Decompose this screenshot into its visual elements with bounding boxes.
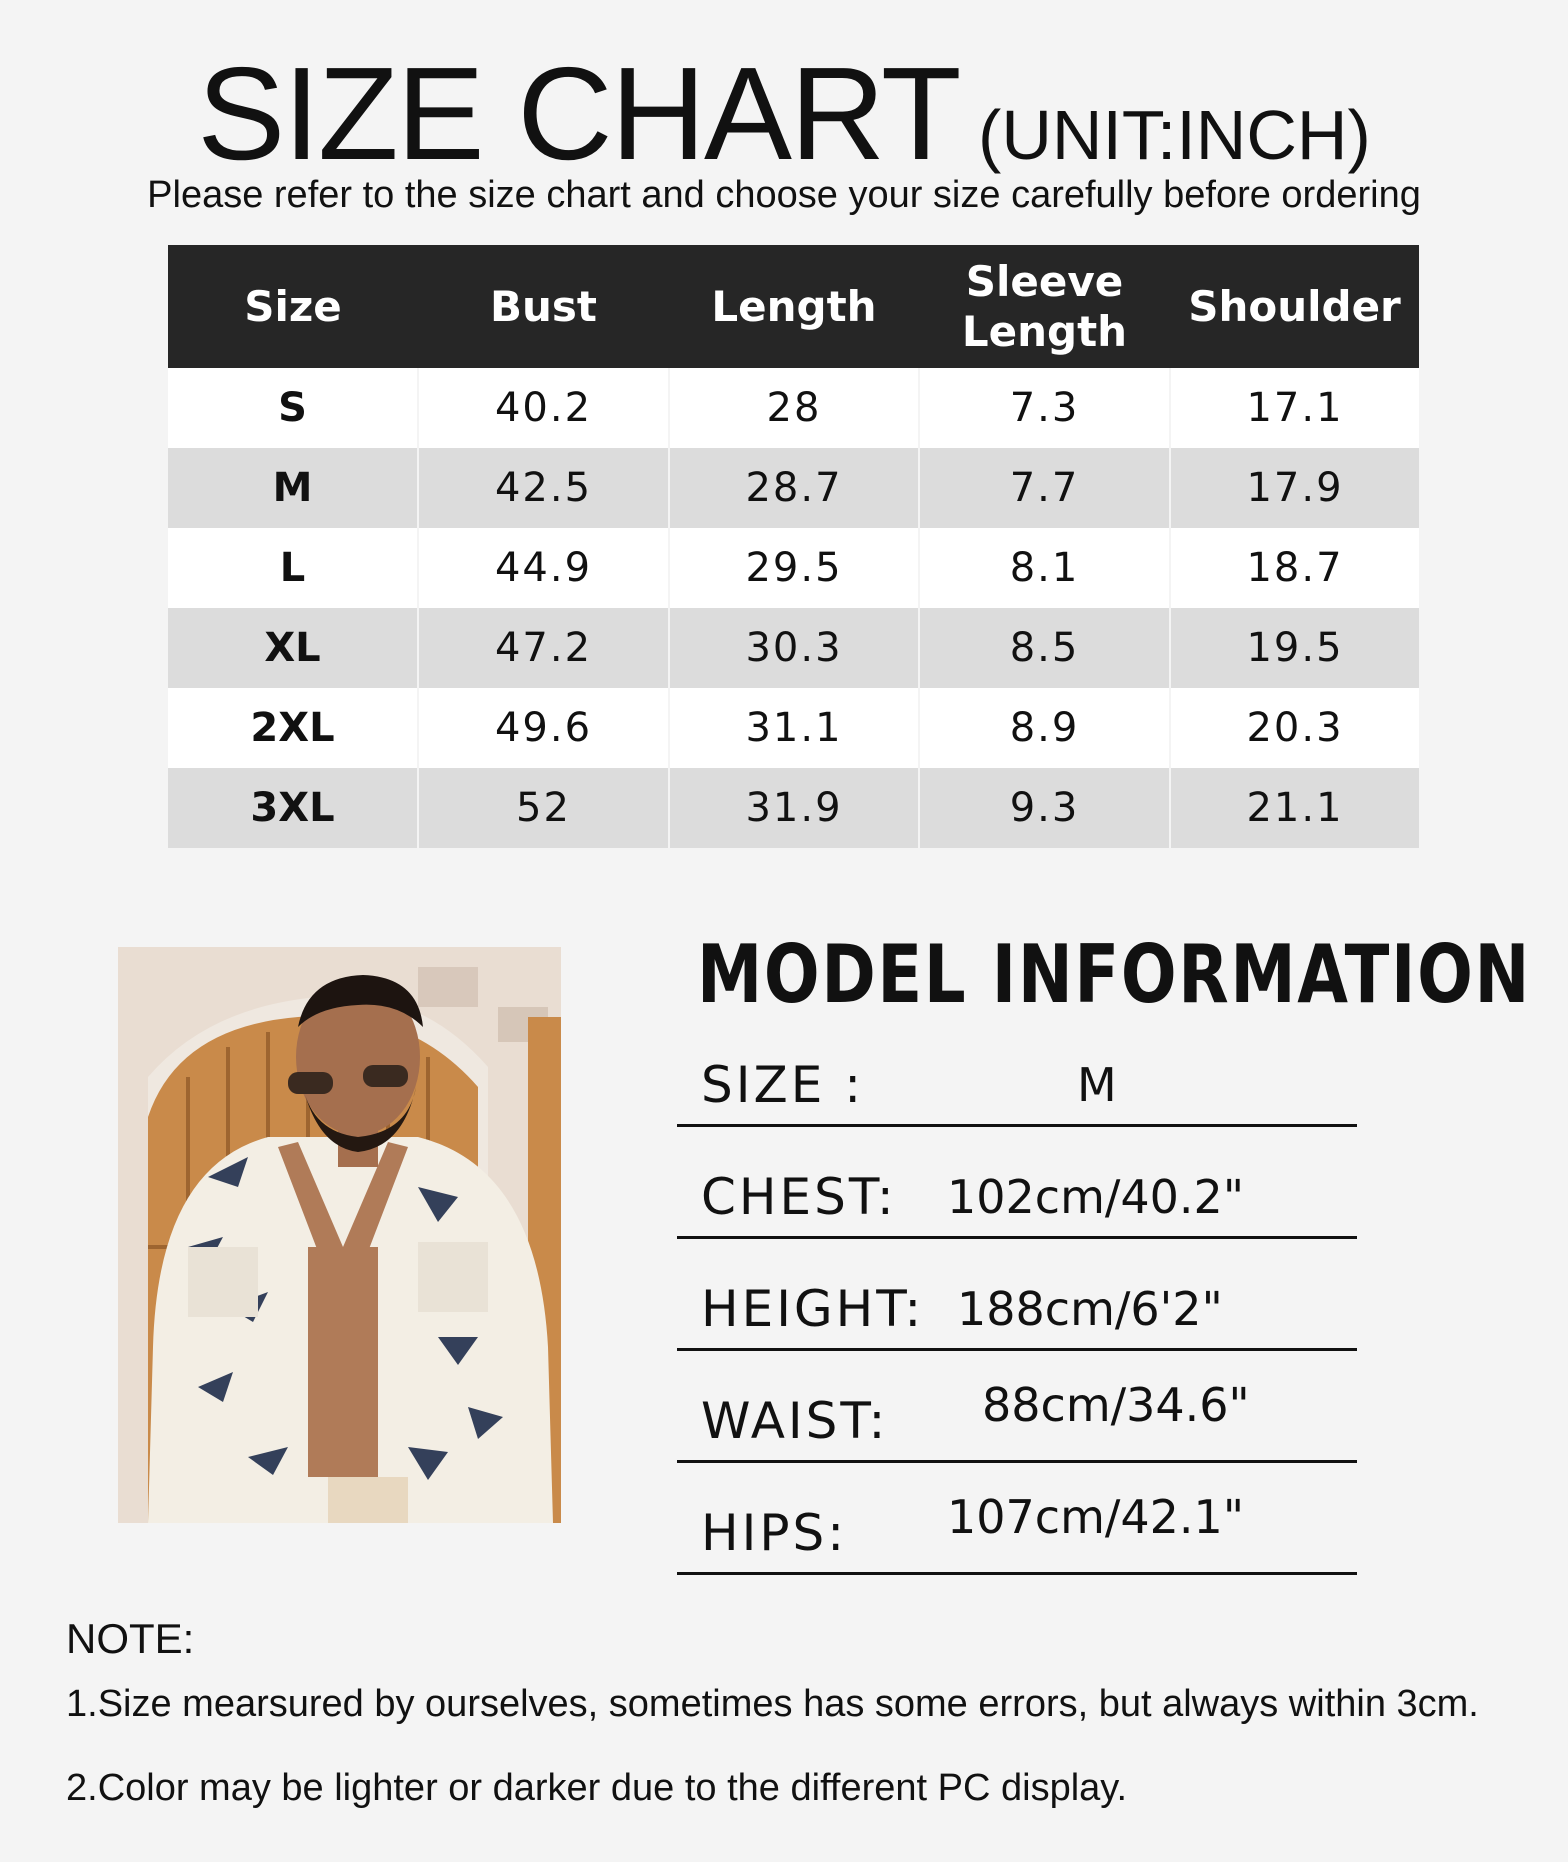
note-line: 1.Size mearsured by ourselves, sometimes has some errors, but always within 3cm. bbox=[66, 1683, 1479, 1725]
model-info-row-chest bbox=[677, 1124, 1357, 1239]
note-line: 2.Color may be lighter or darker due to the different PC display. bbox=[66, 1767, 1128, 1809]
table-cell: 21.1 bbox=[1170, 768, 1419, 848]
table-cell: 3XL bbox=[168, 768, 418, 848]
model-info-value: 107cm/42.1" bbox=[947, 1490, 1244, 1544]
table-row bbox=[168, 768, 1419, 848]
model-info-value: 188cm/6'2" bbox=[957, 1282, 1223, 1336]
table-row bbox=[168, 528, 1419, 608]
table-cell: 8.9 bbox=[919, 688, 1170, 768]
model-info-label: WAIST: bbox=[701, 1392, 889, 1450]
table-header-row bbox=[168, 245, 1419, 368]
column-header-sleeve-length: Sleeve Length bbox=[919, 245, 1170, 368]
table-cell: 31.1 bbox=[669, 688, 919, 768]
table-cell: 7.3 bbox=[919, 368, 1170, 448]
column-header-shoulder: Shoulder bbox=[1170, 245, 1419, 368]
model-info-row-waist bbox=[677, 1348, 1357, 1463]
table-cell: 30.3 bbox=[669, 608, 919, 688]
table-cell: 28.7 bbox=[669, 448, 919, 528]
table-cell: M bbox=[168, 448, 418, 528]
table-cell: 29.5 bbox=[669, 528, 919, 608]
table-cell: 40.2 bbox=[418, 368, 669, 448]
model-info-value: 88cm/34.6" bbox=[982, 1378, 1250, 1432]
subtitle: Please refer to the size chart and choose your size carefully before ordering bbox=[147, 174, 1421, 216]
table-cell: XL bbox=[168, 608, 418, 688]
model-info-row-hips bbox=[677, 1460, 1357, 1575]
model-info-title: MODEL INFORMATION bbox=[697, 928, 1532, 1021]
model-photo bbox=[118, 947, 561, 1523]
table-cell: 9.3 bbox=[919, 768, 1170, 848]
unit-label: (UNIT:INCH) bbox=[978, 96, 1371, 174]
table-cell: 42.5 bbox=[418, 448, 669, 528]
table-cell: 49.6 bbox=[418, 688, 669, 768]
model-info-value: M bbox=[1077, 1058, 1117, 1112]
table-row bbox=[168, 688, 1419, 768]
model-info-value: 102cm/40.2" bbox=[947, 1170, 1244, 1224]
model-info-label: HIPS: bbox=[701, 1504, 848, 1562]
table-cell: L bbox=[168, 528, 418, 608]
table-cell: 28 bbox=[669, 368, 919, 448]
model-info-label: CHEST: bbox=[701, 1168, 897, 1226]
table-cell: 47.2 bbox=[418, 608, 669, 688]
table-cell: 8.1 bbox=[919, 528, 1170, 608]
column-header-bust: Bust bbox=[418, 245, 669, 368]
size-table bbox=[168, 245, 1419, 848]
table-cell: 20.3 bbox=[1170, 688, 1419, 768]
table-cell: 7.7 bbox=[919, 448, 1170, 528]
table-cell: 17.1 bbox=[1170, 368, 1419, 448]
model-info-row-size bbox=[677, 1012, 1357, 1127]
model-info-label: HEIGHT: bbox=[701, 1280, 925, 1338]
table-cell: 8.5 bbox=[919, 608, 1170, 688]
table-cell: S bbox=[168, 368, 418, 448]
title-row bbox=[0, 38, 1568, 189]
table-cell: 18.7 bbox=[1170, 528, 1419, 608]
table-row bbox=[168, 448, 1419, 528]
table-cell: 52 bbox=[418, 768, 669, 848]
table-cell: 31.9 bbox=[669, 768, 919, 848]
table-cell: 17.9 bbox=[1170, 448, 1419, 528]
table-row bbox=[168, 608, 1419, 688]
page-title: SIZE CHART bbox=[197, 40, 960, 187]
column-header-size: Size bbox=[168, 245, 418, 368]
table-row bbox=[168, 368, 1419, 448]
model-info-label: SIZE : bbox=[701, 1056, 865, 1114]
model-info-row-height bbox=[677, 1236, 1357, 1351]
note-heading: NOTE: bbox=[66, 1615, 195, 1662]
model-photo-illustration bbox=[118, 947, 561, 1523]
table-cell: 2XL bbox=[168, 688, 418, 768]
column-header-length: Length bbox=[669, 245, 919, 368]
table-cell: 19.5 bbox=[1170, 608, 1419, 688]
table-cell: 44.9 bbox=[418, 528, 669, 608]
